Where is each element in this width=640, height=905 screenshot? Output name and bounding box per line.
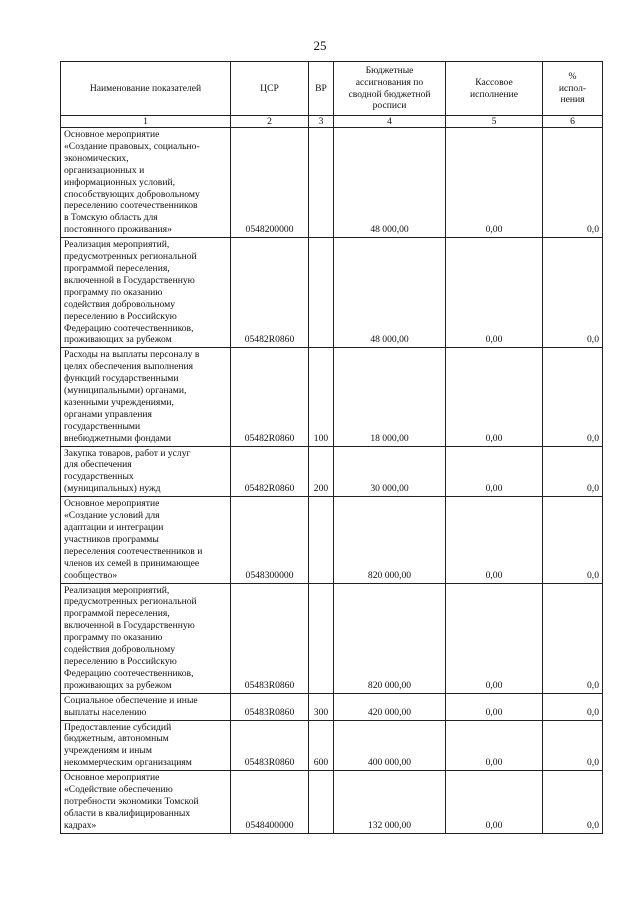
page-number: 25	[313, 38, 327, 53]
row-percent: 0,0	[543, 771, 603, 834]
header-vr: ВР	[309, 62, 334, 116]
row-csr: 05483R0860	[231, 693, 309, 720]
row-name: Основное мероприятие «Создание правовых, социально- экономических, организационных и информационных условий, способствующих добровольному переселению соотечественников в Томскую область для постоянного проживания»	[61, 128, 231, 238]
row-csr: 05482R0860	[231, 446, 309, 497]
row-percent: 0,0	[543, 128, 603, 238]
row-execution: 0,00	[446, 720, 543, 771]
row-budget: 400 000,00	[334, 720, 446, 771]
table-row	[61, 693, 603, 720]
header-name: Наименование показателей	[61, 62, 231, 116]
row-budget: 420 000,00	[334, 693, 446, 720]
header-csr: ЦСР	[231, 62, 309, 116]
row-vr	[309, 128, 334, 238]
row-name: Реализация мероприятий, предусмотренных региональной программой переселения, включенной в Государственную программу по оказанию содействия добровольному переселению в Российскую Федерацию соотечественников, проживающих за рубежом	[61, 583, 231, 693]
row-budget: 30 000,00	[334, 446, 446, 497]
header-percent: % испол- нения	[543, 62, 603, 116]
row-name: Закупка товаров, работ и услуг для обеспечения государственных (муниципальных) нужд	[61, 446, 231, 497]
row-csr: 0548400000	[231, 771, 309, 834]
row-percent: 0,0	[543, 497, 603, 583]
row-budget: 132 000,00	[334, 771, 446, 834]
row-budget: 18 000,00	[334, 348, 446, 446]
row-execution: 0,00	[446, 128, 543, 238]
row-percent: 0,0	[543, 720, 603, 771]
row-csr: 05483R0860	[231, 720, 309, 771]
row-vr: 200	[309, 446, 334, 497]
row-execution: 0,00	[446, 446, 543, 497]
table-row	[61, 348, 603, 446]
row-budget: 48 000,00	[334, 238, 446, 348]
row-percent: 0,0	[543, 348, 603, 446]
table-row	[61, 497, 603, 583]
row-vr: 100	[309, 348, 334, 446]
row-vr: 300	[309, 693, 334, 720]
row-csr: 05482R0860	[231, 238, 309, 348]
row-vr	[309, 583, 334, 693]
row-vr	[309, 238, 334, 348]
row-vr	[309, 497, 334, 583]
row-percent: 0,0	[543, 693, 603, 720]
row-percent: 0,0	[543, 446, 603, 497]
row-execution: 0,00	[446, 348, 543, 446]
row-budget: 48 000,00	[334, 128, 446, 238]
table-row	[61, 771, 603, 834]
header-row	[61, 62, 603, 116]
row-csr: 0548200000	[231, 128, 309, 238]
row-csr: 0548300000	[231, 497, 309, 583]
table-row	[61, 583, 603, 693]
column-number-row	[61, 116, 603, 128]
row-name: Реализация мероприятий, предусмотренных региональной программой переселения, включенной в Государственную программу по оказанию содействия добровольному переселению в Российскую Федерацию соотечественников, проживающих за рубежом	[61, 238, 231, 348]
row-percent: 0,0	[543, 238, 603, 348]
row-budget: 820 000,00	[334, 497, 446, 583]
column-number: 4	[334, 116, 446, 128]
row-percent: 0,0	[543, 583, 603, 693]
column-number: 5	[446, 116, 543, 128]
table-row	[61, 446, 603, 497]
row-name: Основное мероприятие «Создание условий для адаптации и интеграции участников программы переселения соотечественников и членов их семей в принимающее сообщество»	[61, 497, 231, 583]
row-execution: 0,00	[446, 238, 543, 348]
row-execution: 0,00	[446, 583, 543, 693]
row-name: Предоставление субсидий бюджетным, автономным учреждениям и иным некоммерческим организациям	[61, 720, 231, 771]
row-execution: 0,00	[446, 693, 543, 720]
column-number: 6	[543, 116, 603, 128]
column-number: 1	[61, 116, 231, 128]
row-csr: 05483R0860	[231, 583, 309, 693]
row-name: Социальное обеспечение и иные выплаты населению	[61, 693, 231, 720]
row-execution: 0,00	[446, 771, 543, 834]
header-budget: Бюджетные ассигнования по сводной бюджетной росписи	[334, 62, 446, 116]
table-row	[61, 238, 603, 348]
table-row	[61, 720, 603, 771]
column-number: 2	[231, 116, 309, 128]
row-name: Расходы на выплаты персоналу в целях обеспечения выполнения функций государственными (муниципальными) органами, казенными учреждениями, органами управления государственными внебюджетными фондами	[61, 348, 231, 446]
row-name: Основное мероприятие «Содействие обеспечению потребности экономики Томской области в квалифицированных кадрах»	[61, 771, 231, 834]
row-vr: 600	[309, 720, 334, 771]
row-budget: 820 000,00	[334, 583, 446, 693]
column-number: 3	[309, 116, 334, 128]
row-vr	[309, 771, 334, 834]
table-row	[61, 128, 603, 238]
row-csr: 05482R0860	[231, 348, 309, 446]
row-execution: 0,00	[446, 497, 543, 583]
budget-table	[60, 61, 603, 834]
header-execution: Кассовое исполнение	[446, 62, 543, 116]
